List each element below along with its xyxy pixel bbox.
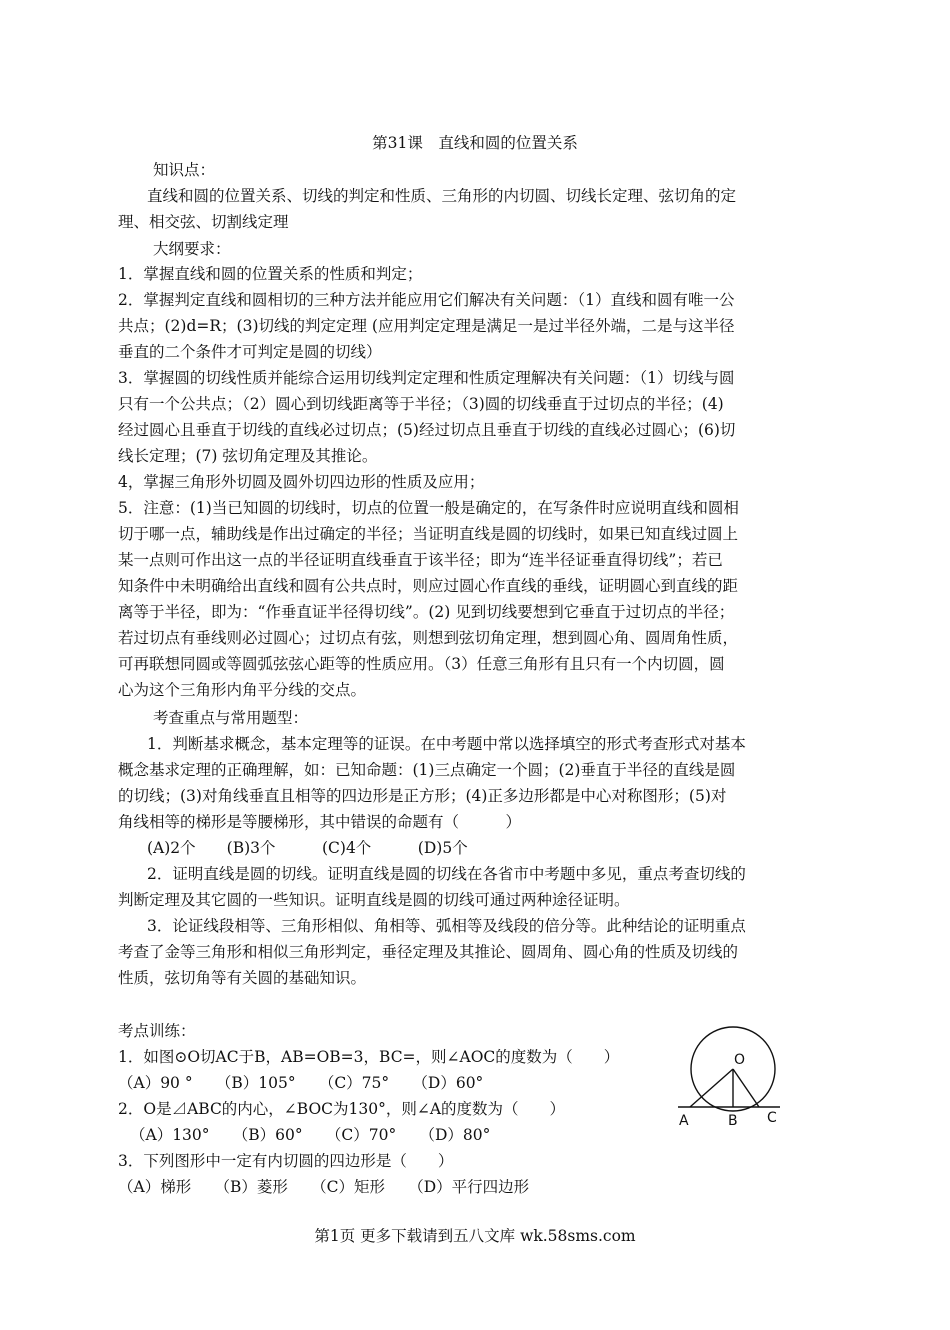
outline-line: 4，掌握三角形外切圆及圆外切四边形的性质及应用； [118, 473, 485, 491]
outline-line: 2．掌握判定直线和圆相切的三种方法并能应用它们解决有关问题：（1）直线和圆有唯一公 [118, 291, 735, 309]
focus-line: 2．证明直线是圆的切线。证明直线是圆的切线在各省市中考题中多见，重点考查切线的 [147, 865, 746, 883]
question-3-options: （A）梯形 （B）菱形 （C）矩形 （D）平行四边形 [118, 1178, 530, 1196]
outline-line: 若过切点有垂线则必过圆心；过切点有弦，则想到弦切角定理，想到圆心角、圆周角性质， [118, 629, 739, 647]
outline-line: 垂直的二个条件才可判定是圆的切线） [118, 343, 382, 361]
outline-line: 5．注意：(1)当已知圆的切线时，切点的位置一般是确定的，在写条件时应说明直线和圆相 [118, 499, 739, 517]
focus-options: (A)2个 (B)3个 (C)4个 (D)5个 [147, 839, 468, 857]
label-a: A [679, 1113, 689, 1129]
outline-heading: 大纲要求： [153, 240, 231, 258]
outline-line: 可再联想同圆或等圆弧弦弦心距等的性质应用。（3）任意三角形有且只有一个内切圆，圆 [118, 655, 725, 673]
circle-tangent-figure [676, 1026, 786, 1132]
outline-line: 共点；(2)d=R；(3)切线的判定定理 (应用判定定理是满足一是过半径外端，二是与这半径 [118, 317, 735, 335]
focus-line: 3．论证线段相等、三角形相似、角相等、弧相等及线段的倍分等。此种结论的证明重点 [147, 917, 746, 935]
outline-line: 某一点则可作出这一点的半径证明直线垂直于该半径；即为“连半径证垂直得切线”；若已 [118, 551, 723, 569]
segment-oc [733, 1069, 759, 1107]
knowledge-line: 理、相交弦、切割线定理 [118, 213, 289, 231]
outline-line: 线长定理；(7) 弦切角定理及其推论。 [118, 447, 378, 465]
knowledge-line: 直线和圆的位置关系、切线的判定和性质、三角形的内切圆、切线长定理、弦切角的定 [147, 187, 737, 205]
focus-line: 考查了金等三角形和相似三角形判定，垂径定理及其推论、圆周角、圆心角的性质及切线的 [118, 943, 739, 961]
focus-line: 1．判断基求概念，基本定理等的证误。在中考题中常以选择填空的形式考查形式对基本 [147, 735, 746, 753]
question-1: 1．如图⊙O切AC于B，AB=OB=3，BC=，则∠AOC的度数为（ ） [118, 1048, 620, 1066]
outline-line: 切于哪一点，辅助线是作出过确定的半径；当证明直线是圆的切线时，如果已知直线过圆上 [118, 525, 739, 543]
focus-heading: 考查重点与常用题型： [153, 709, 309, 727]
focus-line: 性质，弦切角等有关圆的基础知识。 [118, 969, 367, 987]
focus-line: 概念基求定理的正确理解，如：已知命题：(1)三点确定一个圆；(2)垂直于半径的直线是圆 [118, 761, 736, 779]
focus-line: 角线相等的梯形是等腰梯形，其中错误的命题有（ ） [118, 813, 522, 831]
label-o: O [734, 1052, 746, 1068]
label-c: C [767, 1110, 777, 1126]
outline-line: 1．掌握直线和圆的位置关系的性质和判定； [118, 265, 423, 283]
focus-line: 的切线；(3)对角线垂直且相等的四边形是正方形；(4)正多边形都是中心对称图形；(5)对 [118, 787, 727, 805]
question-2: 2．O是⊿ABC的内心，∠BOC为130°，则∠A的度数为（ ） [118, 1100, 566, 1118]
question-3: 3．下列图形中一定有内切圆的四边形是（ ） [118, 1152, 454, 1170]
focus-line: 判断定理及其它圆的一些知识。证明直线是圆的切线可通过两种途径证明。 [118, 891, 630, 909]
outline-line: 3．掌握圆的切线性质并能综合运用切线判定定理和性质定理解决有关问题：（1）切线与圆 [118, 369, 735, 387]
label-b: B [728, 1113, 738, 1129]
outline-line: 离等于半径，即为：“作垂直证半径得切线”。(2) 见到切线要想到它垂直于过切点的半径； [118, 603, 735, 621]
practice-heading: 考点训练： [118, 1022, 196, 1040]
question-2-options: （A）130° （B）60° （C）70° （D）80° [130, 1126, 491, 1144]
outline-line: 心为这个三角形内角平分线的交点。 [118, 681, 367, 699]
outline-line: 只有一个公共点；（2）圆心到切线距离等于半径；（3)圆的切线垂直于过切点的半径；(4) [118, 395, 724, 413]
outline-line: 经过圆心且垂直于切线的直线必过切点；(5)经过切点且垂直于切线的直线必过圆心；(6)切 [118, 421, 736, 439]
page-title: 第31课 直线和圆的位置关系 [372, 134, 578, 152]
knowledge-heading: 知识点： [153, 161, 216, 179]
page-footer: 第1页 更多下载请到五八文库 wk.58sms.com [314, 1227, 636, 1245]
question-1-options: （A）90 ° （B）105° （C）75° （D）60° [118, 1074, 484, 1092]
segment-oa [690, 1069, 733, 1107]
outline-line: 知条件中未明确给出直线和圆有公共点时，则应过圆心作直线的垂线，证明圆心到直线的距 [118, 577, 739, 595]
